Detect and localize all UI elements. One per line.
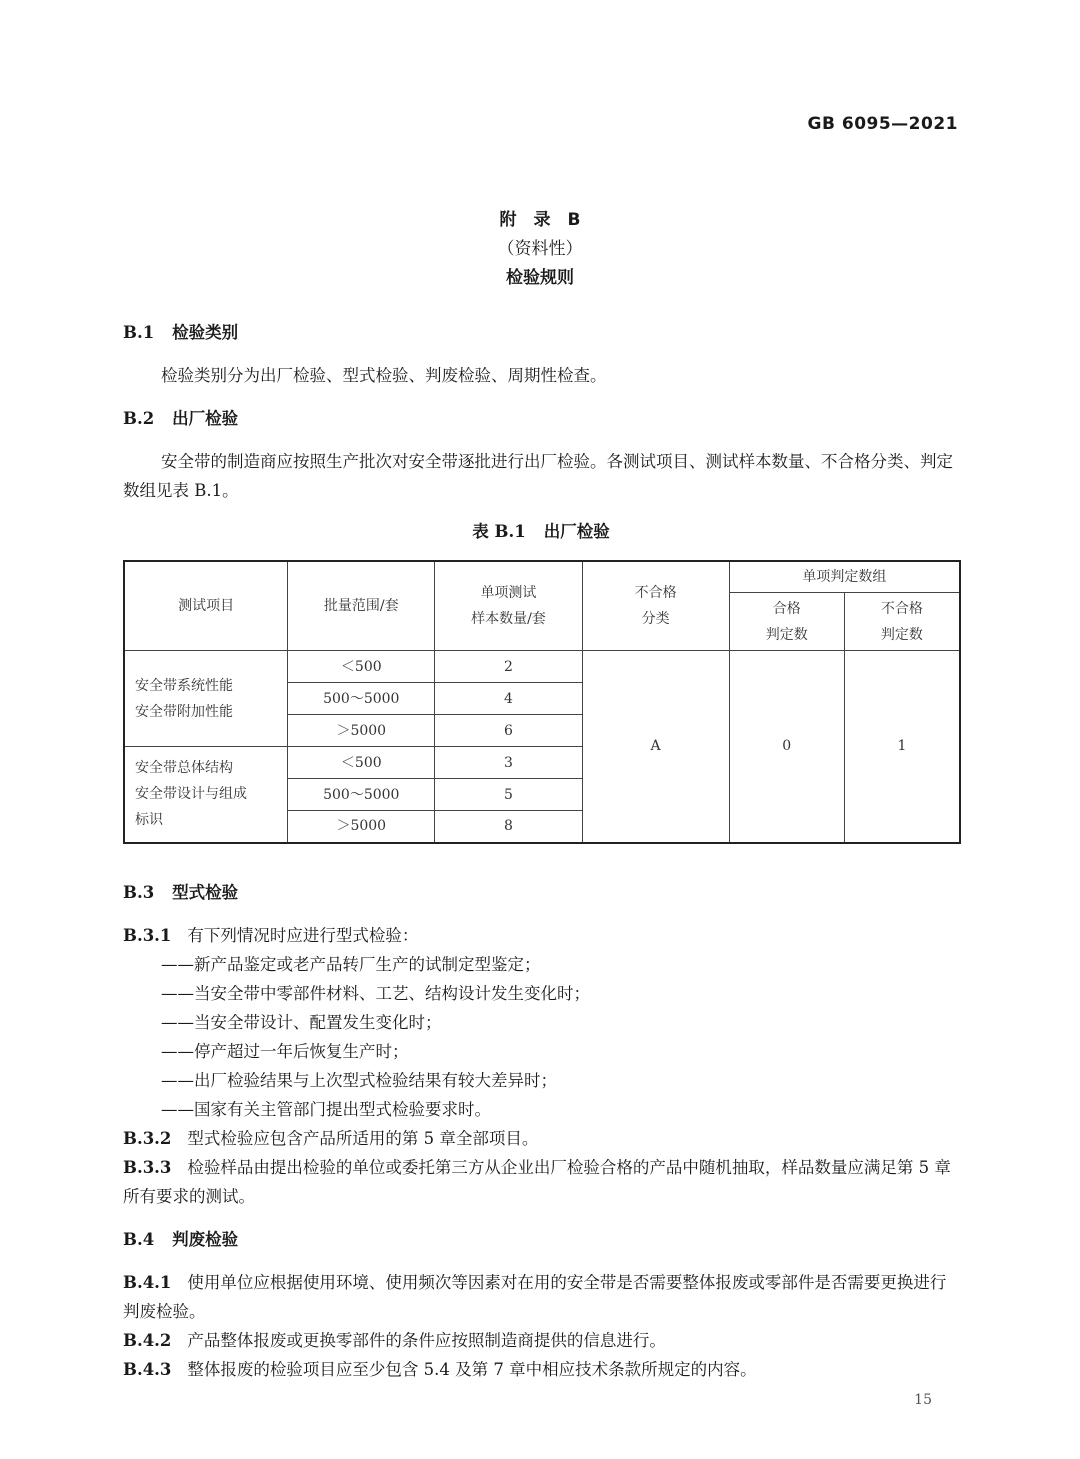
header-fail-line1: 不合格 [880, 600, 923, 617]
table-title: 出厂检验 [543, 522, 610, 541]
header-sample-line2: 样本数量/套 [471, 611, 546, 627]
section-number: B.4 [123, 1229, 155, 1249]
batch-range: ＞5000 [288, 715, 435, 747]
sample-count: 2 [435, 651, 582, 683]
sample-count: 8 [435, 811, 582, 843]
header-sample [435, 561, 582, 651]
section-number: B.1 [123, 323, 155, 342]
clause-b4-1 [123, 1268, 959, 1326]
header-pass-line1: 合格 [772, 600, 801, 617]
header-class-line2: 分类 [641, 611, 670, 627]
fail-number-value: 1 [844, 651, 960, 843]
clause-number: B.3.2 [123, 1128, 172, 1148]
group1-item-1: 安全带系统性能 [135, 677, 233, 694]
header-pass-line2: 判定数 [765, 626, 808, 643]
header-fail [844, 593, 960, 651]
header-item: 测试项目 [124, 561, 288, 651]
section-b1-text: 检验类别分为出厂检验、型式检验、判废检验、周期性检查。 [161, 366, 607, 385]
header-sample-line1: 单项测试 [480, 585, 537, 601]
batch-range: 500～5000 [288, 683, 435, 715]
clause-text: 产品整体报废或更换零部件的条件应按照制造商提供的信息进行。 [187, 1330, 666, 1350]
appendix-title: 检验规则 [506, 268, 574, 288]
clause-text: 使用单位应根据使用环境、使用频次等因素对在用的安全带是否需要整体报废或零部件是否需要更换进行判废检验。 [123, 1272, 947, 1321]
appendix-heading [0, 206, 1080, 293]
header-classification [582, 561, 729, 651]
batch-range: ＜500 [288, 747, 435, 779]
clause-number: B.4.1 [123, 1272, 172, 1292]
pass-number-value: 0 [729, 651, 844, 843]
list-item: ——当安全带中零部件材料、工艺、结构设计发生变化时； [161, 983, 590, 1003]
batch-range: ＞5000 [288, 811, 435, 843]
group2-item-1: 安全带总体结构 [135, 760, 233, 777]
standard-number: GB 6095—2021 [807, 114, 958, 134]
list-item: ——国家有关主管部门提出型式检验要求时。 [161, 1099, 491, 1119]
list-item: ——新产品鉴定或老产品转厂生产的试制定型鉴定； [161, 954, 541, 974]
header-class-line1: 不合格 [634, 585, 677, 601]
appendix-label: 附 录 B [499, 210, 581, 230]
header-fail-line2: 判定数 [880, 626, 923, 643]
clause-b3-2 [123, 1124, 959, 1153]
section-b2-text: 安全带的制造商应按照生产批次对安全带逐批进行出厂检验。各测试项目、测试样本数量、不合格分类、判定数组见表 B.1。 [123, 452, 953, 500]
clause-number: B.4.2 [123, 1330, 172, 1350]
sample-count: 4 [435, 683, 582, 715]
group2-item-3: 标识 [135, 812, 163, 829]
section-title-text: 检验类别 [172, 323, 239, 342]
header-pass [729, 593, 844, 651]
group1-items [124, 651, 288, 747]
clause-number: B.3.1 [123, 925, 172, 945]
list-item: ——出厂检验结果与上次型式检验结果有较大差异时； [161, 1070, 557, 1090]
page-number: 15 [914, 1392, 932, 1408]
table-row [124, 651, 960, 683]
clause-text: 检验样品由提出检验的单位或委托第三方从企业出厂检验合格的产品中随机抽取，样品数量应满足第 5 章所有要求的测试。 [123, 1157, 951, 1206]
inspection-table [123, 560, 961, 844]
sample-count: 3 [435, 747, 582, 779]
classification-value: A [582, 651, 729, 843]
header-batch: 批量范围/套 [288, 561, 435, 651]
clause-b4-3 [123, 1355, 959, 1384]
section-b4-title [123, 1225, 959, 1254]
list-item: ——当安全带设计、配置发生变化时； [161, 1012, 442, 1032]
clause-number: B.3.3 [123, 1157, 172, 1177]
section-b1-title [123, 318, 959, 347]
table-caption [123, 517, 959, 546]
clause-text: 型式检验应包含产品所适用的第 5 章全部项目。 [187, 1128, 539, 1148]
batch-range: 500～5000 [288, 779, 435, 811]
sample-count: 5 [435, 779, 582, 811]
clause-text: 整体报废的检验项目应至少包含 5.4 及第 7 章中相应技术条款所规定的内容。 [187, 1359, 757, 1379]
section-number: B.2 [123, 409, 155, 428]
group2-item-2: 安全带设计与组成 [135, 786, 247, 803]
header-judgement-group: 单项判定数组 [729, 561, 960, 593]
batch-range: ＜500 [288, 651, 435, 683]
appendix-nature: （资料性） [497, 239, 583, 259]
clause-number: B.4.3 [123, 1359, 172, 1379]
table-number: 表 B.1 [472, 522, 526, 541]
section-title-text: 型式检验 [172, 882, 239, 902]
clause-b4-2 [123, 1326, 959, 1355]
clause-text: 有下列情况时应进行型式检验： [187, 925, 419, 945]
section-title-text: 判废检验 [172, 1229, 239, 1249]
clause-b3-3 [123, 1153, 959, 1211]
section-b3-title [123, 878, 959, 907]
section-number: B.3 [123, 882, 155, 902]
clause-b3-1 [123, 921, 959, 950]
sample-count: 6 [435, 715, 582, 747]
section-title-text: 出厂检验 [172, 409, 239, 428]
document-body [123, 318, 959, 1384]
section-b2-title [123, 404, 959, 433]
list-item: ——停产超过一年后恢复生产时； [161, 1041, 409, 1061]
group1-item-2: 安全带附加性能 [135, 703, 233, 720]
group2-items [124, 747, 288, 843]
